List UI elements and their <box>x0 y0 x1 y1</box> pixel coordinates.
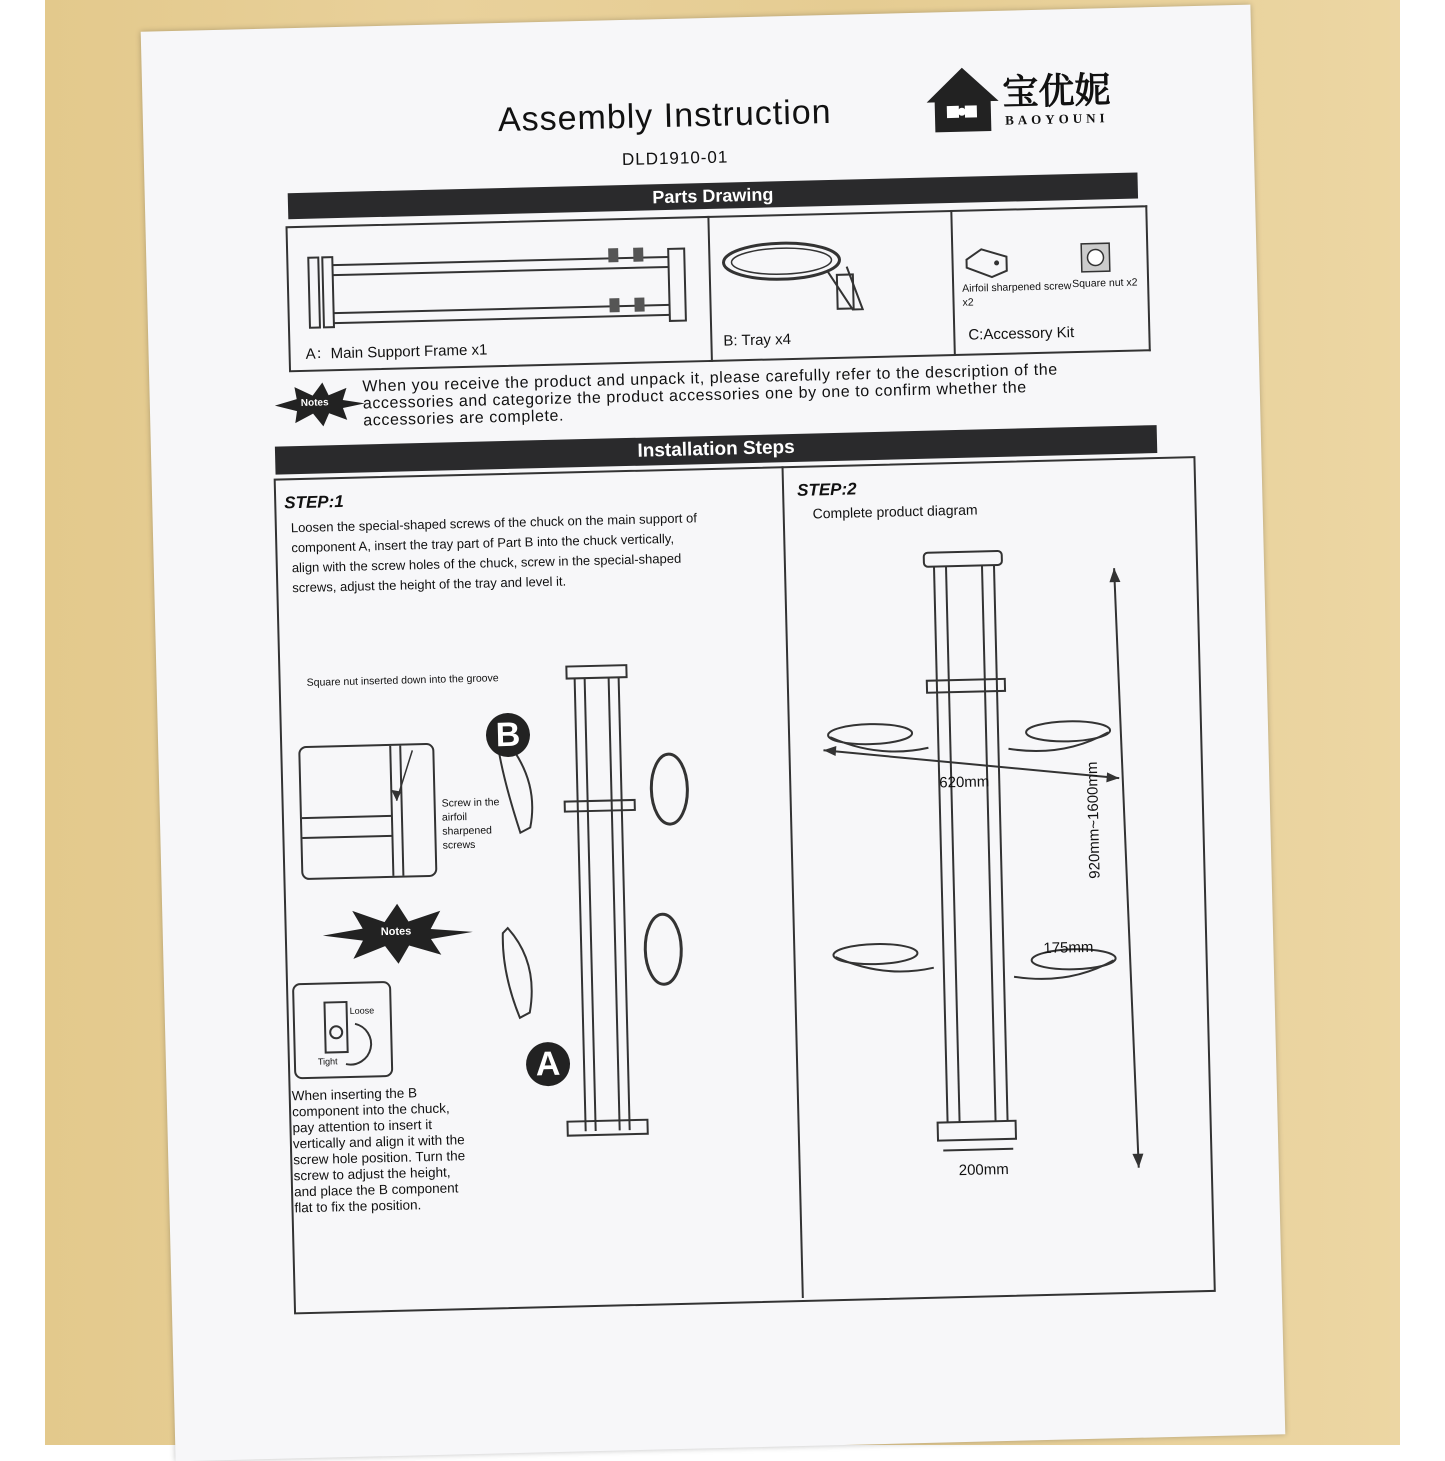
screw-label: Airfoil sharpened screw x2 <box>962 280 1072 309</box>
tight-label: Tight <box>317 1056 338 1067</box>
part-a-label: A：Main Support Frame x1 <box>305 341 488 363</box>
dim-width: 620mm <box>939 773 990 792</box>
step2-product-drawing <box>141 5 1275 1431</box>
dim-tray: 175mm <box>1043 938 1094 957</box>
step1-text: Loosen the special-shaped screws of the chuck on the main support of component A, insert the tray part of Part B into the chuck vertically, align with the screw holes of the chuck, screw in the special-shaped screws, adjust the height of the tray and level it. <box>290 510 698 596</box>
step2-title: STEP:2 <box>796 479 857 500</box>
notes-badge-text: Notes <box>300 397 329 409</box>
dim-base: 200mm <box>958 1160 1009 1180</box>
brand-name-en: BAOYOUNI <box>1004 110 1109 128</box>
instruction-sheet <box>141 5 1286 1461</box>
model-number: DLD1910-01 <box>621 147 729 170</box>
parts-drawing-heading: Parts Drawing <box>288 172 1138 219</box>
notes-text: When you receive the product and unpack it, please carefully refer to the description of the accessories and categorize the product accessories one by one to confirm whether the accessories are complete. <box>362 361 1059 430</box>
marker-b: B <box>485 712 530 757</box>
step1-note-text: When inserting the B component into the chuck, pay attention to insert it vertically and align it with the screw hole position. Turn the screw to adjust the height, and place the B component flat to fix the position. <box>291 1085 466 1216</box>
dim-height: 920mm~1600mm <box>1083 761 1104 879</box>
marker-a: A <box>526 1042 571 1087</box>
installation-heading: Installation Steps <box>275 425 1157 475</box>
step1-title: STEP:1 <box>284 491 344 513</box>
page-title: Assembly Instruction <box>497 92 832 140</box>
brand-name-cn: 宝优妮 <box>1001 70 1111 114</box>
square-nut-label: Square nut x2 <box>1071 276 1138 291</box>
part-b-label: B: Tray x4 <box>723 330 792 350</box>
loose-label: Loose <box>349 1005 375 1016</box>
part-c-label: C:Accessory Kit <box>968 324 1075 344</box>
notes-badge-step1-text: Notes <box>380 925 412 939</box>
step2-subtitle: Complete product diagram <box>812 501 978 522</box>
nut-caption: Square nut inserted down into the groove <box>306 672 499 689</box>
screw-caption: Screw in the airfoil sharpened screws <box>441 796 500 852</box>
